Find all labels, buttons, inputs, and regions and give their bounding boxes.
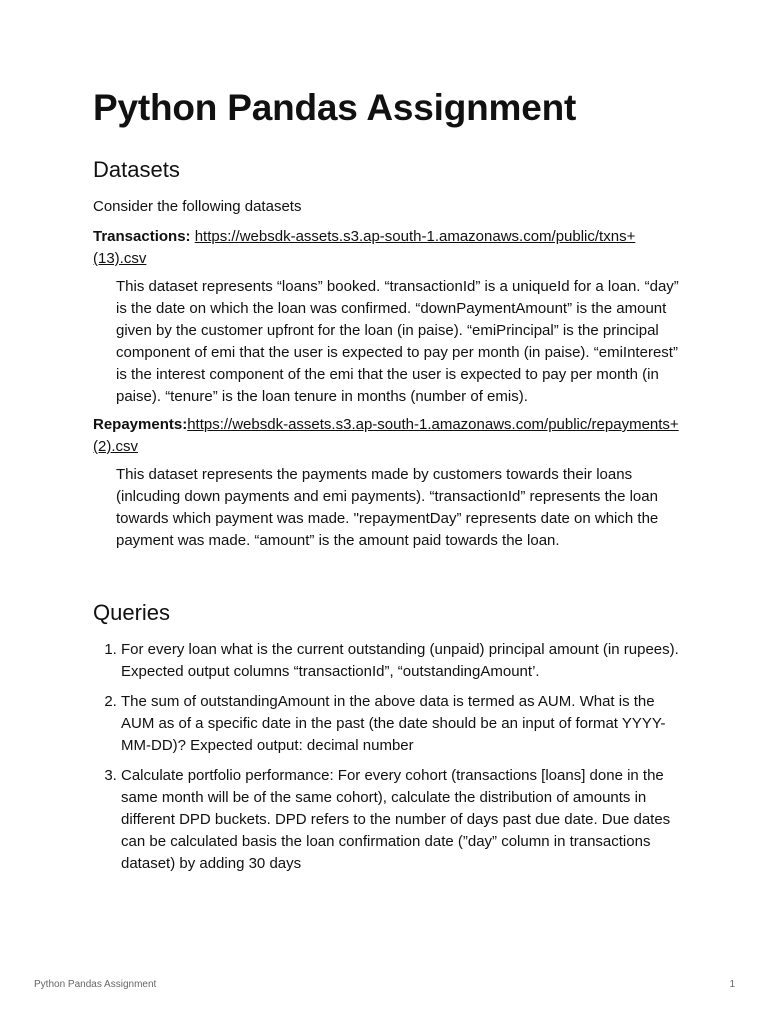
repayments-label: Repayments: — [93, 416, 188, 433]
queries-list — [93, 639, 683, 875]
repayments-source — [93, 414, 683, 458]
transactions-link[interactable]: https://websdk-assets.s3.ap-south-1.amazonaws.com/public/txns+(13).csv — [93, 228, 636, 267]
footer-title: Python Pandas Assignment — [34, 979, 157, 990]
transactions-source — [93, 226, 683, 270]
repayments-link[interactable]: https://websdk-assets.s3.ap-south-1.amazonaws.com/public/repayments+(2).csv — [93, 416, 679, 455]
repayments-description: This dataset represents the payments made by customers towards their loans (inlcuding down payments and emi payments). “transactionId” represents the loan towards which payment was made. "repaymentDay” represents date on which the payment was made. “amount” is the amount paid towards the loan. — [116, 466, 659, 549]
transactions-label: Transactions: — [93, 228, 191, 245]
page-title: Python Pandas Assignment — [93, 87, 577, 128]
query-item: 2. The sum of outstandingAmount in the above data is termed as AUM. What is the AUM as of a specific date in the past (the date should be an input of format YYYY-MM-DD)? Expected output: decimal number — [121, 691, 683, 757]
intro-text: Consider the following datasets — [93, 198, 302, 215]
datasets-heading: Datasets — [93, 157, 180, 182]
page-number: 1 — [729, 979, 735, 990]
transactions-description: This dataset represents “loans” booked. “transactionId” is a uniqueId for a loan. “day” is the date on which the loan was confirmed. “downPaymentAmount” is the amount given by the customer upfront for the loan (in paise). “emiPrincipal” is the principal component of emi that the user is expected to pay per month (in paise). “emiInterest” is the interest component of the emi that the user is expected to pay per month (in paise). “tenure” is the loan tenure in months (number of emis). — [116, 278, 679, 405]
query-item: 1. For every loan what is the current outstanding (unpaid) principal amount (in rupees). Expected output columns “transactionId”, “outstandingAmount’. — [121, 639, 683, 683]
document-content — [93, 84, 683, 883]
queries-heading: Queries — [93, 600, 171, 625]
query-item: 3. Calculate portfolio performance: For every cohort (transactions [loans] done in the same month will be of the same cohort), calculate the distribution of amounts in different DPD buckets. DPD refers to the number of days past due date. Due dates can be calculated basis the loan confirmation date (”day” column in transactions dataset) by adding 30 days — [121, 765, 683, 875]
